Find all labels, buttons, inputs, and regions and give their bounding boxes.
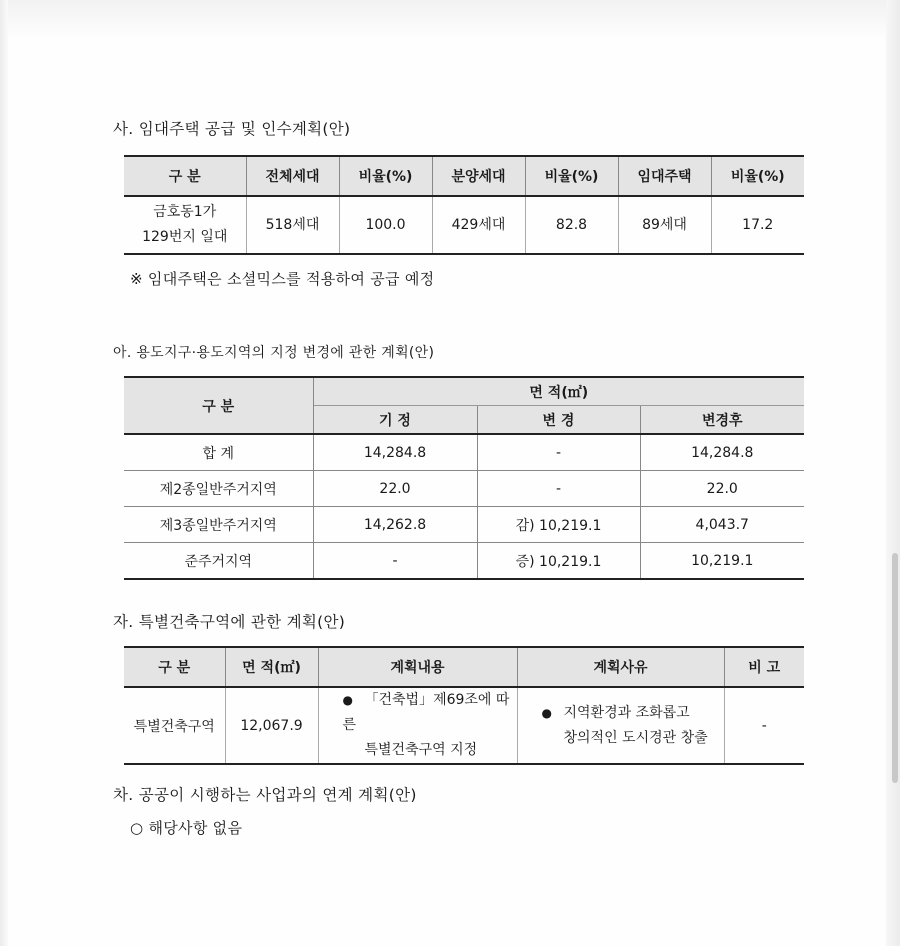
reason-line2: 창의적인 도시경관 창출 xyxy=(563,729,708,746)
section-a-title: 아. 용도지구·용도지역의 지정 변경에 관한 계획(안) xyxy=(113,345,435,361)
after-area-cell: 14,284.8 xyxy=(640,434,804,471)
total-ratio-cell: 100.0 xyxy=(339,196,432,254)
header-cell: 구 분 xyxy=(124,377,313,434)
after-area-cell: 4,043.7 xyxy=(640,507,804,543)
table-header-row xyxy=(124,647,804,687)
section-cha-title: 차. 공공이 시행하는 사업과의 연계 계획(안) xyxy=(113,786,417,804)
rental-ratio-cell: 17.2 xyxy=(742,216,774,233)
location-line2: 129번지 일대 xyxy=(142,229,228,245)
change-area-cell: 감) 10,219.1 xyxy=(477,507,640,543)
remark-cell: - xyxy=(761,717,767,734)
page-edge-left xyxy=(0,0,8,946)
header-cell: 전체세대 xyxy=(246,156,339,196)
header-cell: 비율(%) xyxy=(339,156,432,196)
header-cell: 기 정 xyxy=(313,406,477,435)
plan-line2: 특별건축구역 지정 xyxy=(364,742,478,758)
area-cell: 12,067.9 xyxy=(225,687,318,764)
header-cell: 구 분 xyxy=(124,156,246,196)
zone-name-cell: 제2종일반주거지역 xyxy=(124,471,313,507)
header-cell: 비 고 xyxy=(724,647,804,687)
after-area-cell: 22.0 xyxy=(640,471,804,507)
existing-area-cell: 22.0 xyxy=(313,471,477,507)
header-cell: 변 경 xyxy=(477,406,640,435)
existing-area-cell: - xyxy=(313,543,477,580)
table-header-row xyxy=(124,377,804,406)
total-units-cell: 518세대 xyxy=(246,196,339,254)
change-area-cell: 증) 10,219.1 xyxy=(477,543,640,580)
zoning-change-table xyxy=(124,376,804,580)
reason-line1: 지역환경과 조화롭고 xyxy=(563,704,690,721)
header-cell: 비율(%) xyxy=(525,156,618,196)
plan-reason-cell xyxy=(517,687,724,764)
header-cell: 계획사유 xyxy=(517,647,724,687)
header-cell: 비율(%) xyxy=(711,156,804,196)
header-cell: 분양세대 xyxy=(432,156,525,196)
page-edge-right xyxy=(886,0,900,946)
special-building-zone-table xyxy=(124,646,804,765)
location-line1: 금호동1가 xyxy=(153,204,217,220)
zone-name-cell: 준주거지역 xyxy=(124,543,313,580)
header-cell: 면 적(㎡) xyxy=(225,647,318,687)
rental-units-cell: 89세대 xyxy=(618,196,711,254)
zone-name-cell: 특별건축구역 xyxy=(124,687,225,764)
table-row xyxy=(124,687,804,764)
header-cell: 구 분 xyxy=(124,647,225,687)
table-row xyxy=(124,196,804,254)
existing-area-cell: 14,262.8 xyxy=(313,507,477,543)
change-area-cell: - xyxy=(477,471,640,507)
rental-housing-table xyxy=(124,155,804,255)
bullet-dot-icon: ● xyxy=(541,705,552,720)
scrollbar-thumb[interactable] xyxy=(892,553,898,783)
header-cell: 계획내용 xyxy=(318,647,517,687)
social-mix-note: ※ 임대주택은 소셜믹스를 적용하여 공급 예정 xyxy=(130,270,435,288)
table-row xyxy=(124,543,804,580)
existing-area-cell: 14,284.8 xyxy=(313,434,477,471)
section-ja-title: 자. 특별건축구역에 관한 계획(안) xyxy=(113,613,346,631)
location-cell xyxy=(124,196,246,254)
plan-content-cell xyxy=(318,687,517,764)
bullet-dot-icon: ● xyxy=(342,693,353,707)
sale-ratio-cell: 82.8 xyxy=(525,196,618,254)
table-header-row xyxy=(124,156,804,196)
no-applicable-item: ○ 해당사항 없음 xyxy=(130,819,243,837)
page-top-gap xyxy=(8,0,886,40)
header-cell: 변경후 xyxy=(640,406,804,435)
table-row xyxy=(124,471,804,507)
section-sa-title: 사. 임대주택 공급 및 인수계획(안) xyxy=(113,120,351,138)
table-row xyxy=(124,434,804,471)
sale-units-cell: 429세대 xyxy=(432,196,525,254)
area-header-cell: 면 적(㎡) xyxy=(313,377,804,406)
plan-line1: 「건축법」제69조에 따른 xyxy=(342,692,510,733)
zone-name-cell: 합 계 xyxy=(124,434,313,471)
header-cell: 임대주택 xyxy=(618,156,711,196)
change-area-cell: - xyxy=(477,434,640,471)
zone-name-cell: 제3종일반주거지역 xyxy=(124,507,313,543)
after-area-cell: 10,219.1 xyxy=(691,552,754,569)
table-row xyxy=(124,507,804,543)
